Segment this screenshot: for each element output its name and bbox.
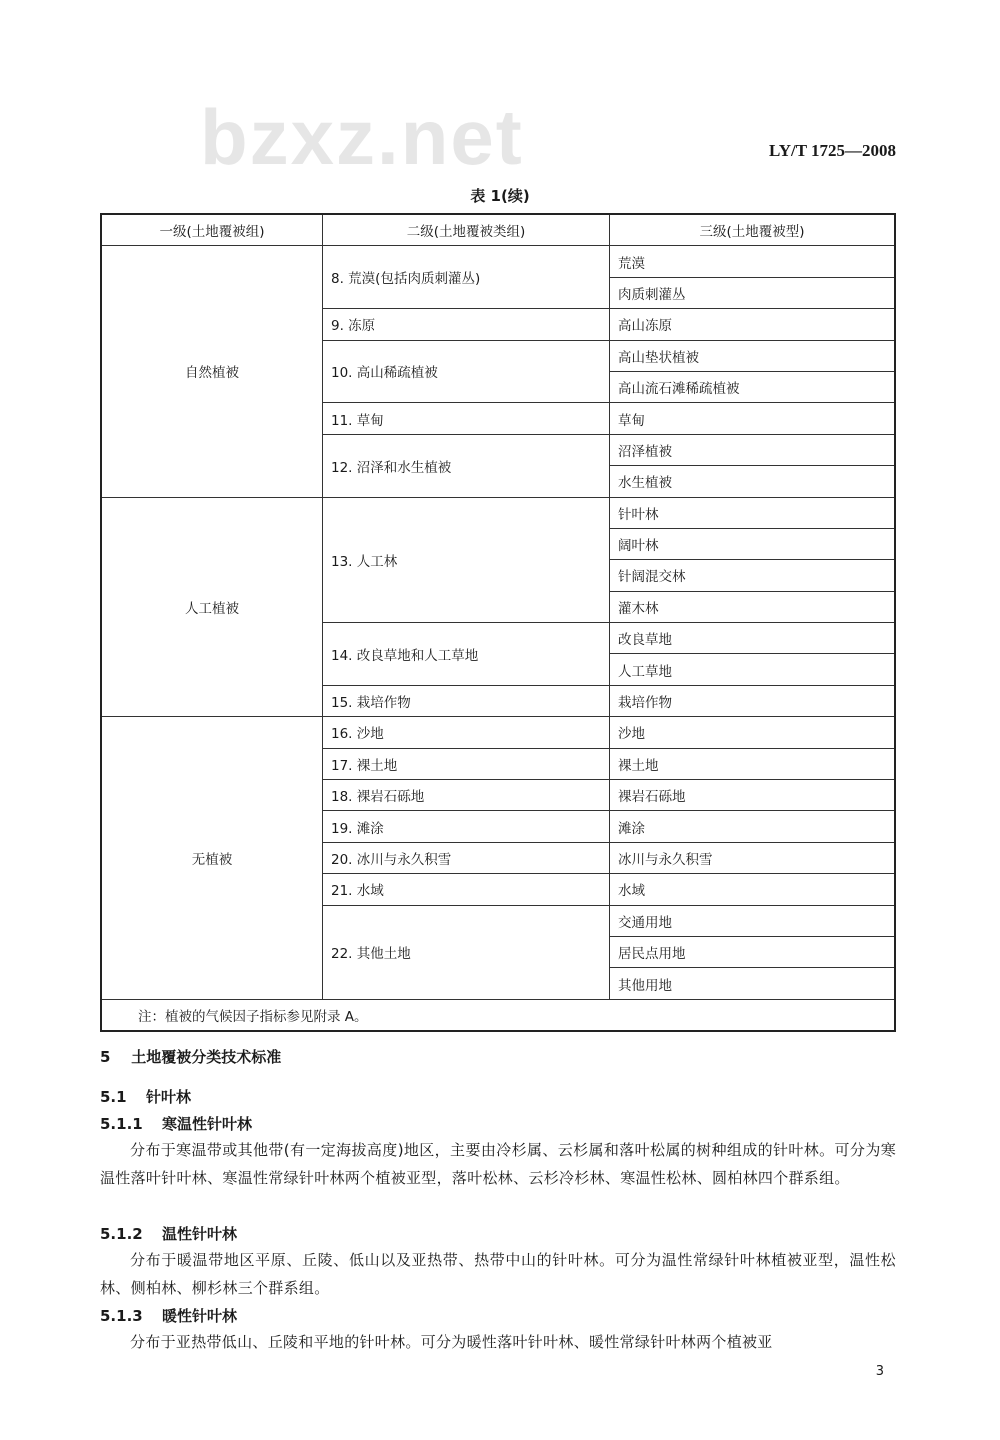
level3-cell: 人工草地 — [610, 654, 896, 685]
level3-cell: 针阔混交林 — [610, 560, 896, 591]
column-header: 三级(土地覆被型) — [610, 214, 896, 246]
table-row — [101, 497, 895, 528]
level3-cell: 沙地 — [610, 717, 896, 748]
level2-cell: 16. 沙地 — [323, 717, 610, 748]
level3-cell: 居民点用地 — [610, 936, 896, 967]
level2-cell: 12. 沼泽和水生植被 — [323, 434, 610, 497]
level3-cell: 水域 — [610, 874, 896, 905]
level3-cell: 裸岩石砾地 — [610, 780, 896, 811]
land-cover-table — [100, 213, 896, 1032]
table-title: 表 1(续) — [470, 187, 530, 205]
table-note-row — [101, 999, 895, 1031]
section-5-1-2-text: 分布于暖温带地区平原、丘陵、低山以及亚热带、热带中山的针叶林。可分为温性常绿针叶林植被亚型，温性松林、侧柏林、柳杉林三个群系组。 — [100, 1251, 896, 1297]
level3-cell: 改良草地 — [610, 623, 896, 654]
level3-cell: 其他用地 — [610, 968, 896, 999]
section-5-1-3-heading: 5.1.3 暖性针叶林 — [100, 1307, 238, 1325]
level2-cell: 18. 裸岩石砾地 — [323, 780, 610, 811]
section-5-1-1-text: 分布于寒温带或其他带(有一定海拔高度)地区，主要由冷杉属、云杉属和落叶松属的树种组成的针叶林。可分为寒温性落叶针叶林、寒温性常绿针叶林两个植被亚型，落叶松林、云杉冷杉林、寒温性松林、圆柏林四个群系组。 — [100, 1141, 896, 1187]
level2-cell: 22. 其他土地 — [323, 905, 610, 999]
level3-cell: 栽培作物 — [610, 685, 896, 716]
level2-cell: 19. 滩涂 — [323, 811, 610, 842]
column-header: 一级(土地覆被组) — [101, 214, 323, 246]
standard-code: LY/T 1725—2008 — [768, 141, 896, 160]
level2-cell: 8. 荒漠(包括肉质刺灌丛) — [323, 246, 610, 309]
level3-cell: 沼泽植被 — [610, 434, 896, 465]
level3-cell: 灌木林 — [610, 591, 896, 622]
table-row — [101, 246, 895, 277]
table-body — [101, 246, 895, 1031]
section-5-heading: 5 土地覆被分类技术标准 — [100, 1048, 282, 1066]
level1-cell: 无植被 — [101, 717, 323, 1000]
level2-cell: 10. 高山稀疏植被 — [323, 340, 610, 403]
column-header: 二级(土地覆被类组) — [323, 214, 610, 246]
level2-cell: 20. 冰川与永久积雪 — [323, 842, 610, 873]
level2-cell: 21. 水域 — [323, 874, 610, 905]
level3-cell: 冰川与永久积雪 — [610, 842, 896, 873]
level2-cell: 14. 改良草地和人工草地 — [323, 623, 610, 686]
level3-cell: 交通用地 — [610, 905, 896, 936]
page-number: 3 — [875, 1364, 884, 1379]
section-5-1-2-heading: 5.1.2 温性针叶林 — [100, 1225, 238, 1243]
level2-cell: 9. 冻原 — [323, 309, 610, 340]
level3-cell: 滩涂 — [610, 811, 896, 842]
level3-cell: 高山流石滩稀疏植被 — [610, 371, 896, 402]
level2-cell: 13. 人工林 — [323, 497, 610, 623]
level2-cell: 17. 裸土地 — [323, 748, 610, 779]
level2-cell: 15. 栽培作物 — [323, 685, 610, 716]
level3-cell: 针叶林 — [610, 497, 896, 528]
watermark: bzxz.net — [200, 93, 524, 181]
level3-cell: 水生植被 — [610, 466, 896, 497]
level3-cell: 高山冻原 — [610, 309, 896, 340]
level3-cell: 裸土地 — [610, 748, 896, 779]
level3-cell: 高山垫状植被 — [610, 340, 896, 371]
level3-cell: 草甸 — [610, 403, 896, 434]
level2-cell: 11. 草甸 — [323, 403, 610, 434]
section-5-1-1-heading: 5.1.1 寒温性针叶林 — [100, 1115, 253, 1133]
table-note: 注：植被的气候因子指标参见附录 A。 — [101, 999, 895, 1031]
table-header-row — [101, 214, 895, 246]
level3-cell: 阔叶林 — [610, 528, 896, 559]
level3-cell: 肉质刺灌丛 — [610, 277, 896, 308]
level1-cell: 自然植被 — [101, 246, 323, 497]
level3-cell: 荒漠 — [610, 246, 896, 277]
section-5-1-3-text: 分布于亚热带低山、丘陵和平地的针叶林。可分为暖性落叶针叶林、暖性常绿针叶林两个植被亚 — [130, 1333, 773, 1351]
section-5-1-heading: 5.1 针叶林 — [100, 1088, 192, 1106]
level1-cell: 人工植被 — [101, 497, 323, 717]
table-row — [101, 717, 895, 748]
